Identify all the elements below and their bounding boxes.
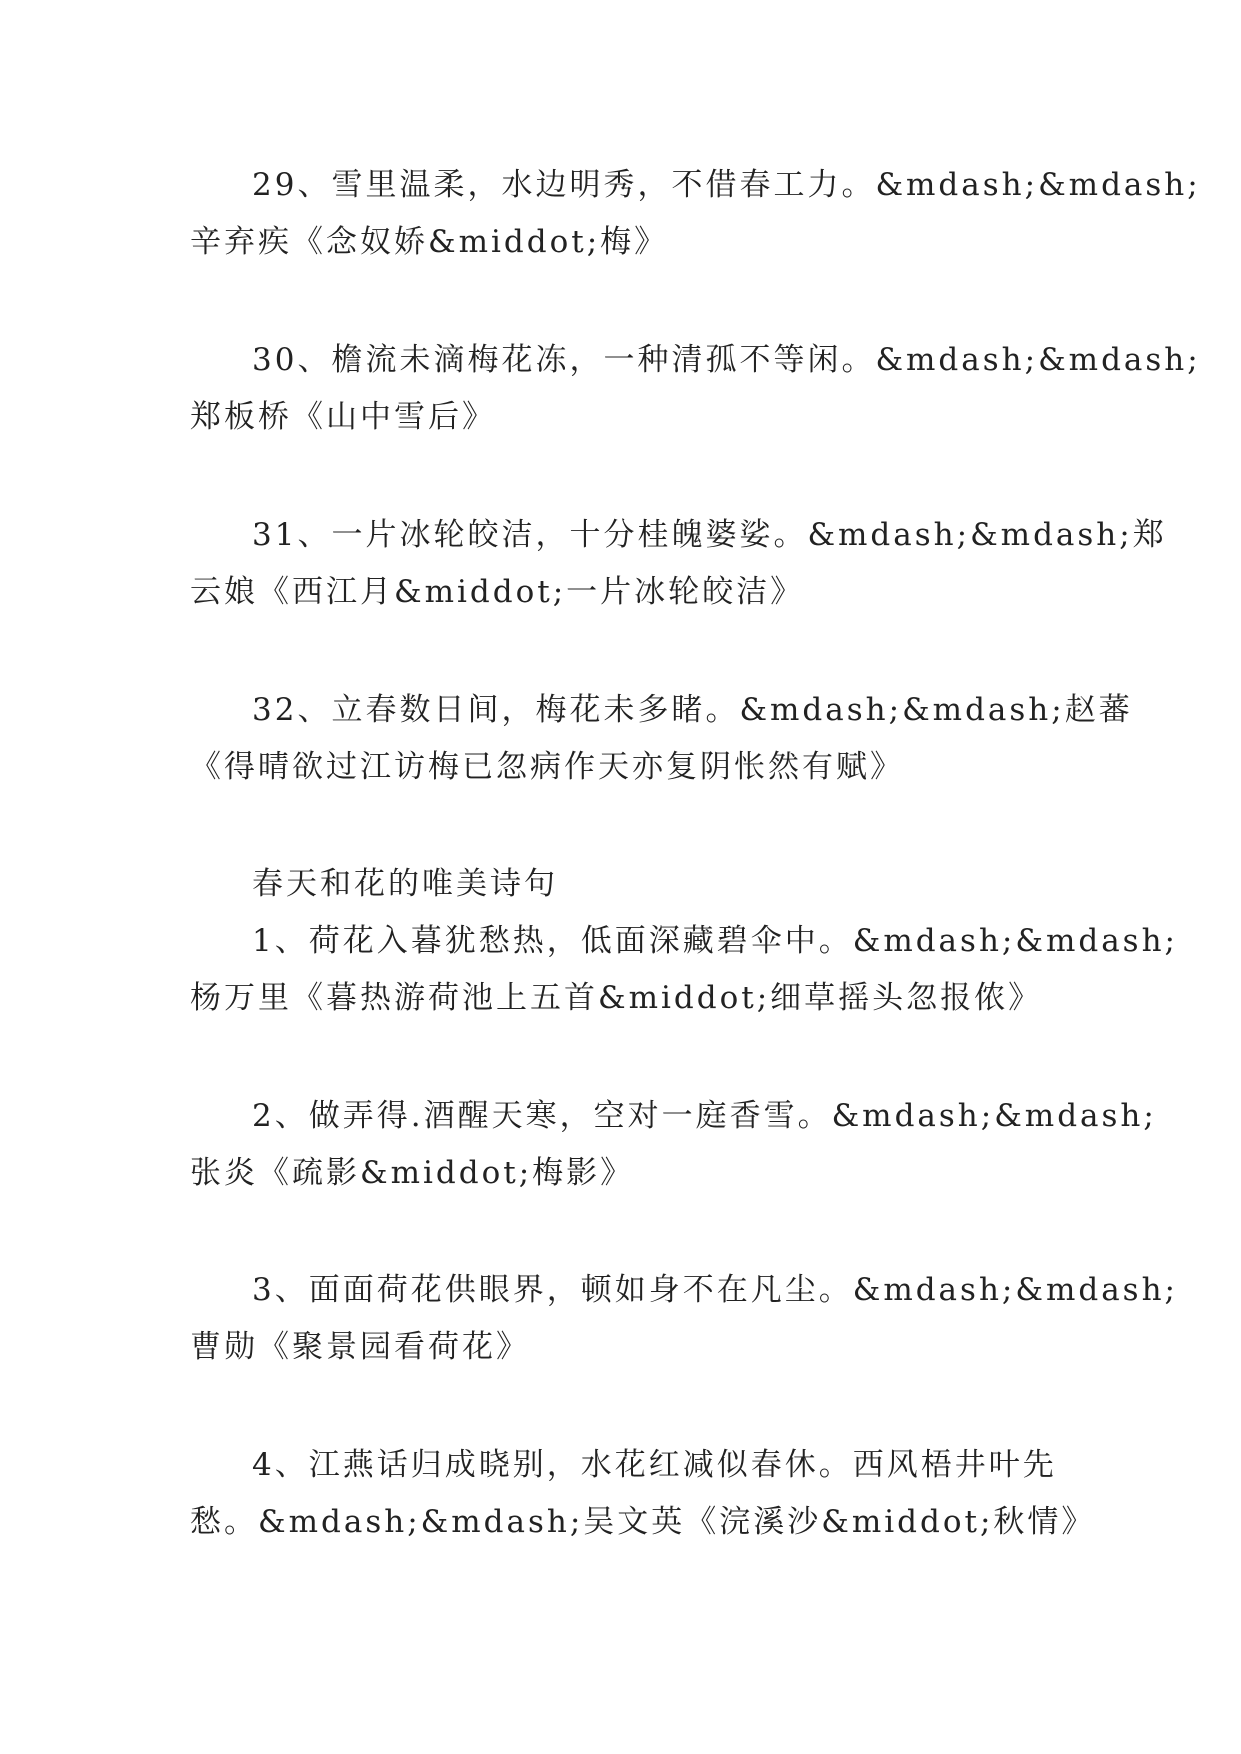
text-line-3: 30、檐流未滴梅花冻，一种清孤不等闲。&mdash;&mdash; bbox=[252, 342, 1201, 378]
text-line-10: 1、荷花入暮犹愁热，低面深藏碧伞中。&mdash;&mdash; bbox=[252, 923, 1178, 959]
text-line-1: 29、雪里温柔，水边明秀，不借春工力。&mdash;&mdash; bbox=[252, 167, 1201, 203]
text-line-2: 辛弃疾《念奴娇&middot;梅》 bbox=[190, 224, 669, 260]
text-line-14: 3、面面荷花供眼界，顿如身不在凡尘。&mdash;&mdash; bbox=[252, 1272, 1178, 1308]
text-line-11: 杨万里《暮热游荷池上五首&middot;细草摇头忽报侬》 bbox=[190, 980, 1043, 1016]
text-line-4: 郑板桥《山中雪后》 bbox=[190, 399, 496, 435]
text-line-12: 2、做弄得.酒醒天寒，空对一庭香雪。&mdash;&mdash; bbox=[252, 1098, 1157, 1134]
text-line-13: 张炎《疏影&middot;梅影》 bbox=[190, 1155, 635, 1191]
text-line-5: 31、一片冰轮皎洁，十分桂魄婆娑。&mdash;&mdash;郑 bbox=[252, 517, 1167, 553]
text-line-8: 《得晴欲过江访梅已忽病作天亦复阴怅然有赋》 bbox=[190, 749, 904, 785]
text-line-7: 32、立春数日间，梅花未多睹。&mdash;&mdash;赵蕃 bbox=[252, 692, 1133, 728]
text-line-16: 4、江燕话归成晓别，水花红减似春休。西风梧井叶先 bbox=[252, 1447, 1057, 1483]
text-line-17: 愁。&mdash;&mdash;吴文英《浣溪沙&middot;秋情》 bbox=[190, 1504, 1096, 1540]
text-line-15: 曹勋《聚景园看荷花》 bbox=[190, 1329, 530, 1365]
text-line-6: 云娘《西江月&middot;一片冰轮皎洁》 bbox=[190, 574, 805, 610]
section-heading: 春天和花的唯美诗句 bbox=[252, 866, 558, 902]
